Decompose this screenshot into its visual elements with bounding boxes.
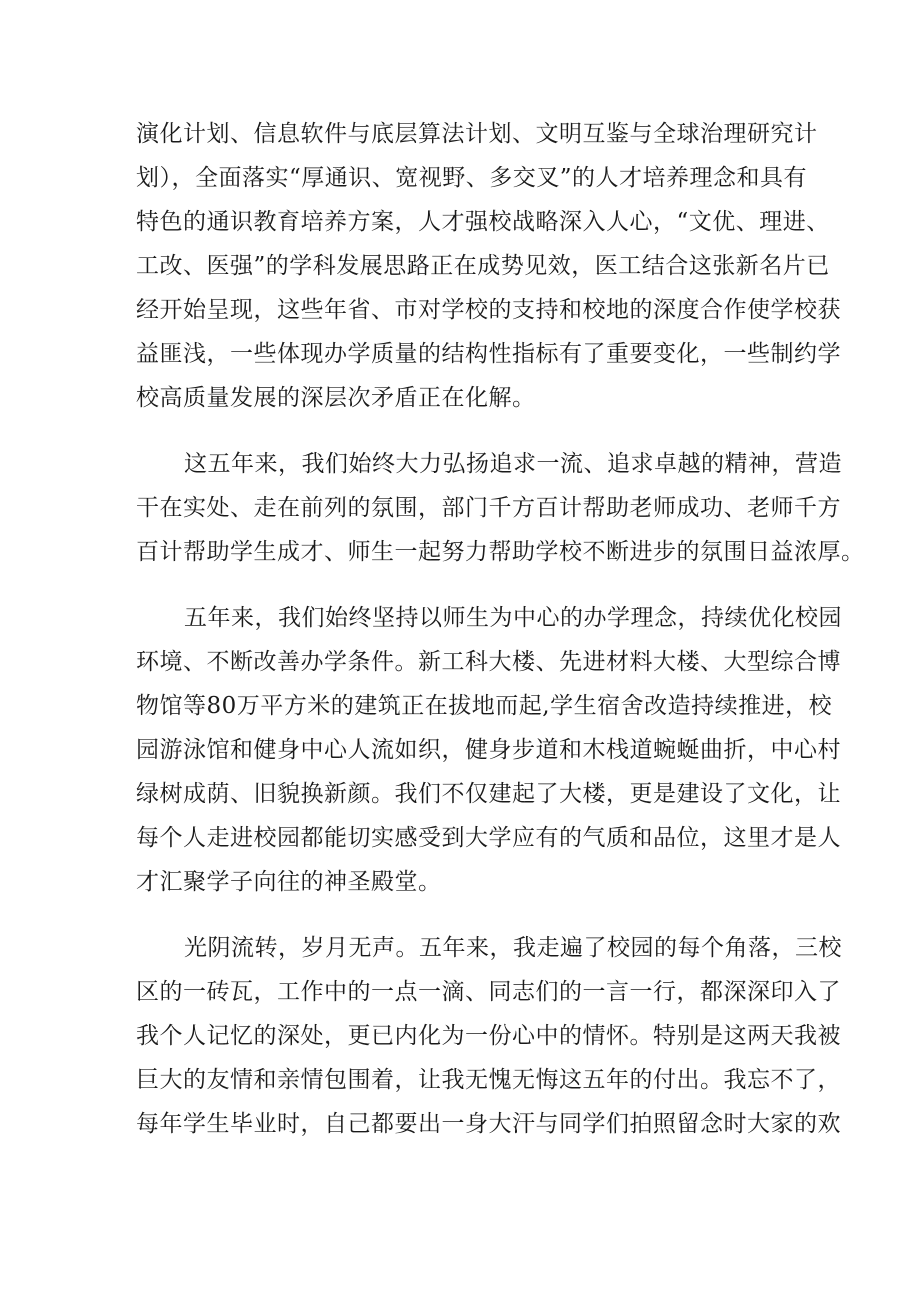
text-line: 物馆等80万平方米的建筑正在拔地而起,学生宿舍改造持续推进，校	[136, 693, 833, 719]
text-line: 百计帮助学生成才、师生一起努力帮助学校不断进步的氛围日益浓厚。	[136, 539, 865, 565]
text-line: 光阴流转，岁月无声。五年来，我走遍了校园的每个角落，三校	[184, 935, 842, 961]
text-line: 五年来，我们始终坚持以师生为中心的办学理念，持续优化校园	[184, 605, 842, 631]
text-line: 每个人走进校园都能切实感受到大学应有的气质和品位，这里才是人	[136, 825, 841, 851]
text-line: 才汇聚学子向往的神圣殿堂。	[136, 869, 442, 895]
text-line: 经开始呈现，这些年省、市对学校的支持和校地的深度合作使学校获	[136, 297, 841, 323]
text-line: 干在实处、走在前列的氛围，部门千方百计帮助老师成功、老师千方	[136, 495, 841, 521]
paragraph-4	[136, 926, 842, 1146]
text-line: 益匪浅，一些体现办学质量的结构性指标有了重要变化，一些制约学	[136, 341, 841, 367]
text-line: 演化计划、信息软件与底层算法计划、文明互鉴与全球治理研究计	[136, 121, 818, 147]
text-line: 工改、医强”的学科发展思路正在成势见效，医工结合这张新名片已	[136, 253, 830, 279]
text-line: 园游泳馆和健身中心人流如织，健身步道和木栈道蜿蜒曲折，中心村	[136, 737, 841, 763]
document-body	[136, 112, 865, 1146]
text-line: 巨大的友情和亲情包围着，让我无愧无悔这五年的付出。我忘不了，	[136, 1067, 841, 1093]
text-line: 我个人记忆的深处，更已内化为一份心中的情怀。特别是这两天我被	[136, 1023, 841, 1049]
text-line: 每年学生毕业时，自己都要出一身大汗与同学们拍照留念时大家的欢	[136, 1111, 841, 1137]
paragraph-3	[136, 596, 842, 904]
text-line: 绿树成荫、旧貌换新颜。我们不仅建起了大楼，更是建设了文化，让	[136, 781, 841, 807]
text-line: 区的一砖瓦，工作中的一点一滴、同志们的一言一行，都深深印入了	[136, 979, 841, 1005]
text-line: 这五年来，我们始终大力弘扬追求一流、追求卓越的精神，营造	[184, 451, 842, 477]
paragraph-1	[136, 112, 841, 420]
text-line: 划），全面落实“厚通识、宽视野、多交叉”的人才培养理念和具有	[136, 165, 808, 191]
text-line: 特色的通识教育培养方案，人才强校战略深入人心，“文优、理进、	[136, 209, 830, 235]
text-line: 环境、不断改善办学条件。新工科大楼、先进材料大楼、大型综合博	[136, 649, 841, 675]
paragraph-2	[136, 442, 865, 574]
text-line: 校高质量发展的深层次矛盾正在化解。	[136, 385, 536, 411]
